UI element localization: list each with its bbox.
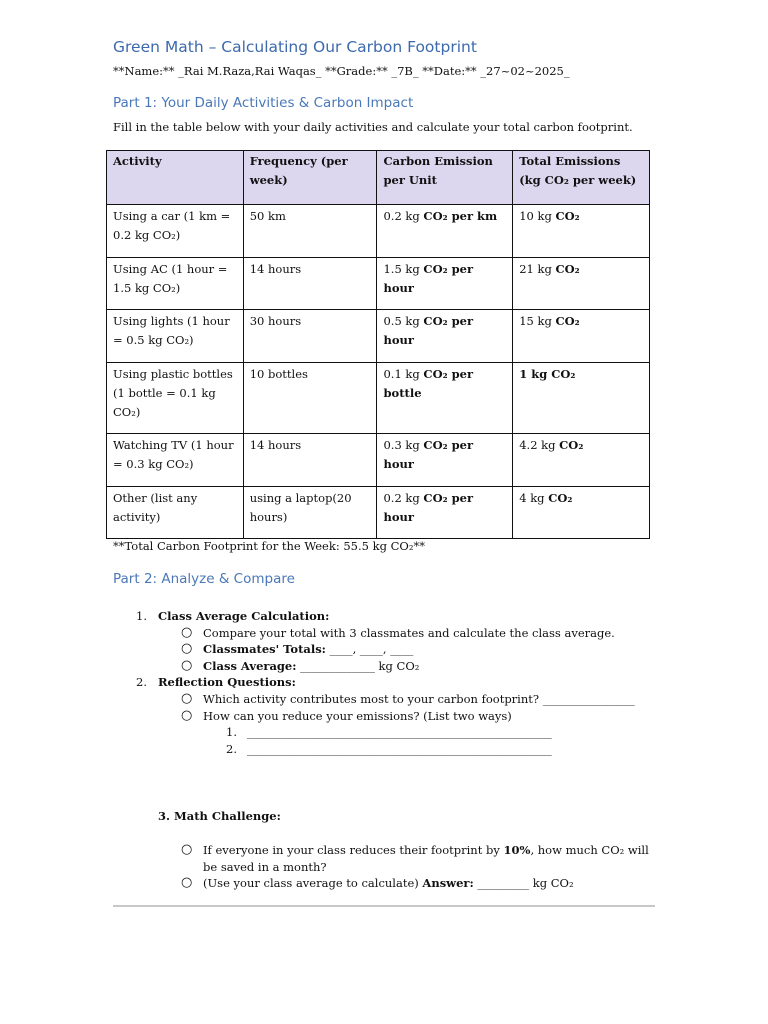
total-cell[interactable] bbox=[513, 258, 650, 310]
list-item bbox=[0, 875, 768, 892]
item-text: be saved in a month? bbox=[203, 859, 327, 874]
text-part: If everyone in your class reduces their footprint by bbox=[203, 843, 504, 857]
list-item bbox=[0, 625, 768, 642]
total-cell[interactable] bbox=[513, 487, 650, 539]
list-item bbox=[0, 641, 768, 658]
weekly-total-line: **Total Carbon Footprint for the Week: 55.5 kg CO₂** bbox=[113, 539, 425, 553]
list-item bbox=[0, 674, 768, 691]
total-unit: CO₂ bbox=[555, 209, 580, 223]
total-unit: CO₂ bbox=[555, 262, 580, 276]
total-value: 4 kg bbox=[519, 491, 545, 505]
circle-bullet-icon: ○ bbox=[181, 842, 193, 857]
emission-value: 0.1 kg bbox=[383, 367, 420, 381]
answer-label: Answer: bbox=[422, 876, 474, 891]
item-title: Reflection Questions: bbox=[158, 675, 296, 690]
item-text bbox=[203, 842, 649, 859]
horizontal-divider bbox=[113, 905, 655, 907]
answer-line-2[interactable]: _____________________________________________________ bbox=[247, 741, 552, 756]
header-emission: Carbon Emission per Unit bbox=[377, 151, 513, 205]
total-value: 15 kg bbox=[519, 314, 552, 328]
emission-cell[interactable] bbox=[377, 363, 513, 434]
total-cell[interactable] bbox=[513, 363, 650, 434]
total-unit: CO₂ bbox=[559, 438, 584, 452]
most-contributing-activity-field[interactable]: Which activity contributes most to your carbon footprint? ________________ bbox=[203, 691, 635, 706]
class-average-field[interactable] bbox=[203, 658, 419, 675]
classmates-totals-field[interactable] bbox=[203, 641, 413, 658]
math-challenge-list bbox=[0, 842, 768, 892]
emission-cell[interactable] bbox=[377, 205, 513, 258]
header-frequency: Frequency (per week) bbox=[243, 151, 377, 205]
document-title: Green Math – Calculating Our Carbon Footprint bbox=[113, 38, 477, 56]
total-value: 21 kg bbox=[519, 262, 556, 276]
frequency-cell[interactable]: 50 km bbox=[243, 205, 377, 258]
activity-cell[interactable]: Using lights (1 hour = 0.5 kg CO₂) bbox=[107, 310, 244, 363]
list-item bbox=[0, 708, 768, 725]
text-part: (Use your class average to calculate) bbox=[203, 876, 423, 891]
total-value: 4.2 kg bbox=[519, 438, 556, 452]
part1-intro: Fill in the table below with your daily activities and calculate your total carbon footprint. bbox=[113, 120, 633, 134]
field-blank: ____, ____, ____ bbox=[325, 642, 414, 657]
emission-unit: CO₂ per hour bbox=[383, 438, 474, 471]
table-row bbox=[107, 487, 650, 539]
list-item bbox=[0, 842, 768, 859]
circle-bullet-icon: ○ bbox=[181, 707, 193, 723]
item-number: 1. bbox=[136, 609, 147, 623]
total-value: 10 kg bbox=[519, 209, 552, 223]
table-row bbox=[107, 205, 650, 258]
emission-unit: CO₂ per km bbox=[423, 209, 498, 223]
total-cell[interactable] bbox=[513, 205, 650, 258]
sub-item-number: 1. bbox=[226, 725, 237, 740]
table-row bbox=[107, 363, 650, 434]
text-part: , how much CO₂ will bbox=[530, 843, 649, 857]
header-activity: Activity bbox=[107, 151, 244, 205]
item-number: 2. bbox=[136, 675, 147, 690]
answer-blank: _________ kg CO₂ bbox=[473, 876, 574, 891]
list-item bbox=[0, 741, 768, 758]
table-row bbox=[107, 258, 650, 310]
percent-highlight: 10% bbox=[503, 843, 531, 857]
circle-bullet-icon: ○ bbox=[181, 624, 193, 640]
emission-cell[interactable] bbox=[377, 487, 513, 539]
frequency-cell[interactable]: 10 bottles bbox=[243, 363, 377, 434]
emission-unit: CO₂ per hour bbox=[383, 491, 474, 524]
circle-bullet-icon: ○ bbox=[181, 657, 193, 673]
emission-value: 0.2 kg bbox=[383, 491, 420, 505]
emission-value: 0.5 kg bbox=[383, 314, 420, 328]
activity-table bbox=[106, 150, 650, 539]
field-label: Classmates' Totals: bbox=[203, 642, 326, 657]
item-text: Compare your total with 3 classmates and calculate the class average. bbox=[203, 625, 615, 640]
frequency-cell[interactable]: using a laptop(20 hours) bbox=[243, 487, 377, 539]
circle-bullet-icon: ○ bbox=[181, 690, 193, 706]
emission-cell[interactable] bbox=[377, 310, 513, 363]
circle-bullet-icon: ○ bbox=[181, 875, 193, 891]
sub-item-number: 2. bbox=[226, 741, 237, 756]
emission-unit: CO₂ per hour bbox=[383, 314, 474, 347]
total-cell[interactable] bbox=[513, 434, 650, 487]
answer-line-1[interactable]: _____________________________________________________ bbox=[247, 725, 552, 740]
frequency-cell[interactable]: 14 hours bbox=[243, 434, 377, 487]
table-row bbox=[107, 310, 650, 363]
table-row bbox=[107, 434, 650, 487]
emission-value: 1.5 kg bbox=[383, 262, 420, 276]
emission-cell[interactable] bbox=[377, 258, 513, 310]
activity-cell[interactable]: Watching TV (1 hour = 0.3 kg CO₂) bbox=[107, 434, 244, 487]
list-item bbox=[0, 608, 768, 625]
circle-bullet-icon: ○ bbox=[181, 641, 193, 657]
total-unit: CO₂ bbox=[555, 314, 580, 328]
item-text: How can you reduce your emissions? (List two ways) bbox=[203, 708, 512, 723]
emission-cell[interactable] bbox=[377, 434, 513, 487]
item-title: Class Average Calculation: bbox=[158, 609, 330, 623]
list-item bbox=[0, 658, 768, 675]
table-header-row bbox=[107, 151, 650, 205]
student-meta-line: **Name:** _Rai M.Raza,Rai Waqas_ **Grade:** _7B_ **Date:** _27~02~2025_ bbox=[113, 64, 570, 78]
part2-list bbox=[0, 608, 768, 757]
emission-value: 0.3 kg bbox=[383, 438, 420, 452]
part2-heading: Part 2: Analyze & Compare bbox=[113, 571, 295, 587]
list-item-continuation bbox=[0, 859, 768, 876]
emission-unit: CO₂ per bottle bbox=[383, 367, 474, 400]
activity-cell[interactable]: Using a car (1 km = 0.2 kg CO₂) bbox=[107, 205, 244, 258]
field-blank: _____________ kg CO₂ bbox=[296, 658, 420, 673]
total-unit: 1 kg CO₂ bbox=[519, 367, 576, 381]
emission-value: 0.2 kg bbox=[383, 209, 420, 223]
answer-field[interactable] bbox=[203, 875, 574, 892]
part1-heading: Part 1: Your Daily Activities & Carbon Impact bbox=[113, 95, 414, 111]
list-item bbox=[0, 691, 768, 708]
frequency-cell[interactable]: 30 hours bbox=[243, 310, 377, 363]
emission-unit: CO₂ per hour bbox=[383, 262, 474, 295]
total-unit: CO₂ bbox=[548, 491, 573, 505]
list-item bbox=[0, 724, 768, 741]
math-challenge-heading: 3. Math Challenge: bbox=[158, 809, 281, 823]
activity-cell[interactable]: Using AC (1 hour = 1.5 kg CO₂) bbox=[107, 258, 244, 310]
activity-cell[interactable]: Other (list any activity) bbox=[107, 487, 244, 539]
activity-cell[interactable]: Using plastic bottles (1 bottle = 0.1 kg CO₂) bbox=[107, 363, 244, 434]
field-label: Class Average: bbox=[203, 658, 297, 673]
frequency-cell[interactable]: 14 hours bbox=[243, 258, 377, 310]
total-cell[interactable] bbox=[513, 310, 650, 363]
header-total: Total Emissions (kg CO₂ per week) bbox=[513, 151, 650, 205]
